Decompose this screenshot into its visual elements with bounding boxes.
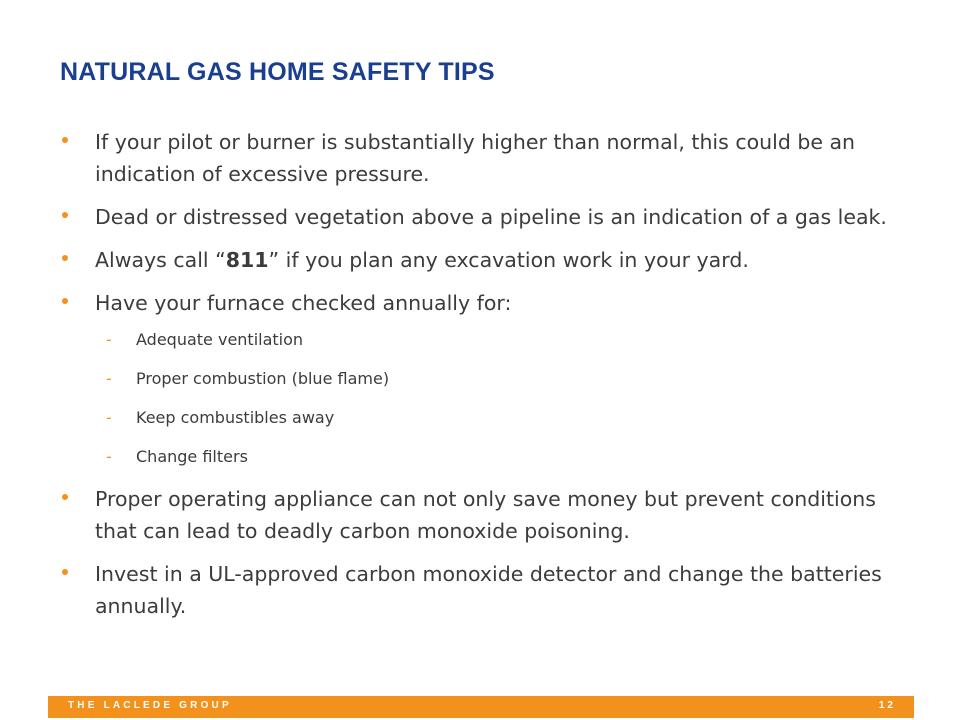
sub-bullet-dash: - [106, 447, 112, 466]
bullet-dot-icon [62, 569, 68, 575]
bullet-text-pre: Always call “ [95, 248, 226, 272]
bullet-item [60, 483, 910, 547]
sub-bullet-item [60, 321, 910, 360]
bullet-item [60, 558, 910, 622]
bullet-dot-icon [62, 494, 68, 500]
bullet-item [60, 126, 910, 190]
sub-bullet-text: Change filters [136, 447, 248, 466]
footer-brand: THE LACLEDE GROUP [68, 700, 232, 711]
page-number: 12 [878, 700, 896, 711]
bullet-text: Proper operating appliance can not only save money but prevent conditions that can lead to deadly carbon monoxide poisoning. [95, 487, 876, 543]
sub-bullet-dash: - [106, 369, 112, 388]
bullet-text-bold: 811 [225, 248, 269, 272]
bullet-text: Have your furnace checked annually for: [95, 291, 512, 315]
sub-bullet-dash: - [106, 330, 112, 349]
bullet-dot-icon [62, 137, 68, 143]
bullet-text: Invest in a UL-approved carbon monoxide detector and change the batteries annually. [95, 562, 882, 618]
bullet-text: Dead or distressed vegetation above a pipeline is an indication of a gas leak. [95, 205, 887, 229]
bullet-item [60, 287, 910, 319]
bullet-item [60, 201, 910, 233]
sub-bullet-text: Keep combustibles away [136, 408, 335, 427]
sub-bullet-text: Adequate ventilation [136, 330, 304, 349]
sub-bullet-item [60, 360, 910, 399]
footer-bar [48, 696, 914, 718]
bullet-dot-icon [62, 212, 68, 218]
bullet-text: If your pilot or burner is substantially higher than normal, this could be an indication of excessive pressure. [95, 130, 856, 186]
bullet-text-post: ” if you plan any excavation work in your yard. [268, 248, 749, 272]
bullet-dot-icon [62, 298, 68, 304]
sub-bullet-dash: - [106, 408, 112, 427]
bullet-item [60, 244, 910, 276]
bullet-dot-icon [62, 255, 68, 261]
bullet-text [95, 244, 910, 276]
slide-title: NATURAL GAS HOME SAFETY TIPS [60, 58, 495, 86]
sub-bullet-text: Proper combustion (blue flame) [136, 369, 390, 388]
sub-bullet-item [60, 399, 910, 438]
sub-bullet-item [60, 438, 910, 477]
bullet-list [60, 126, 910, 622]
